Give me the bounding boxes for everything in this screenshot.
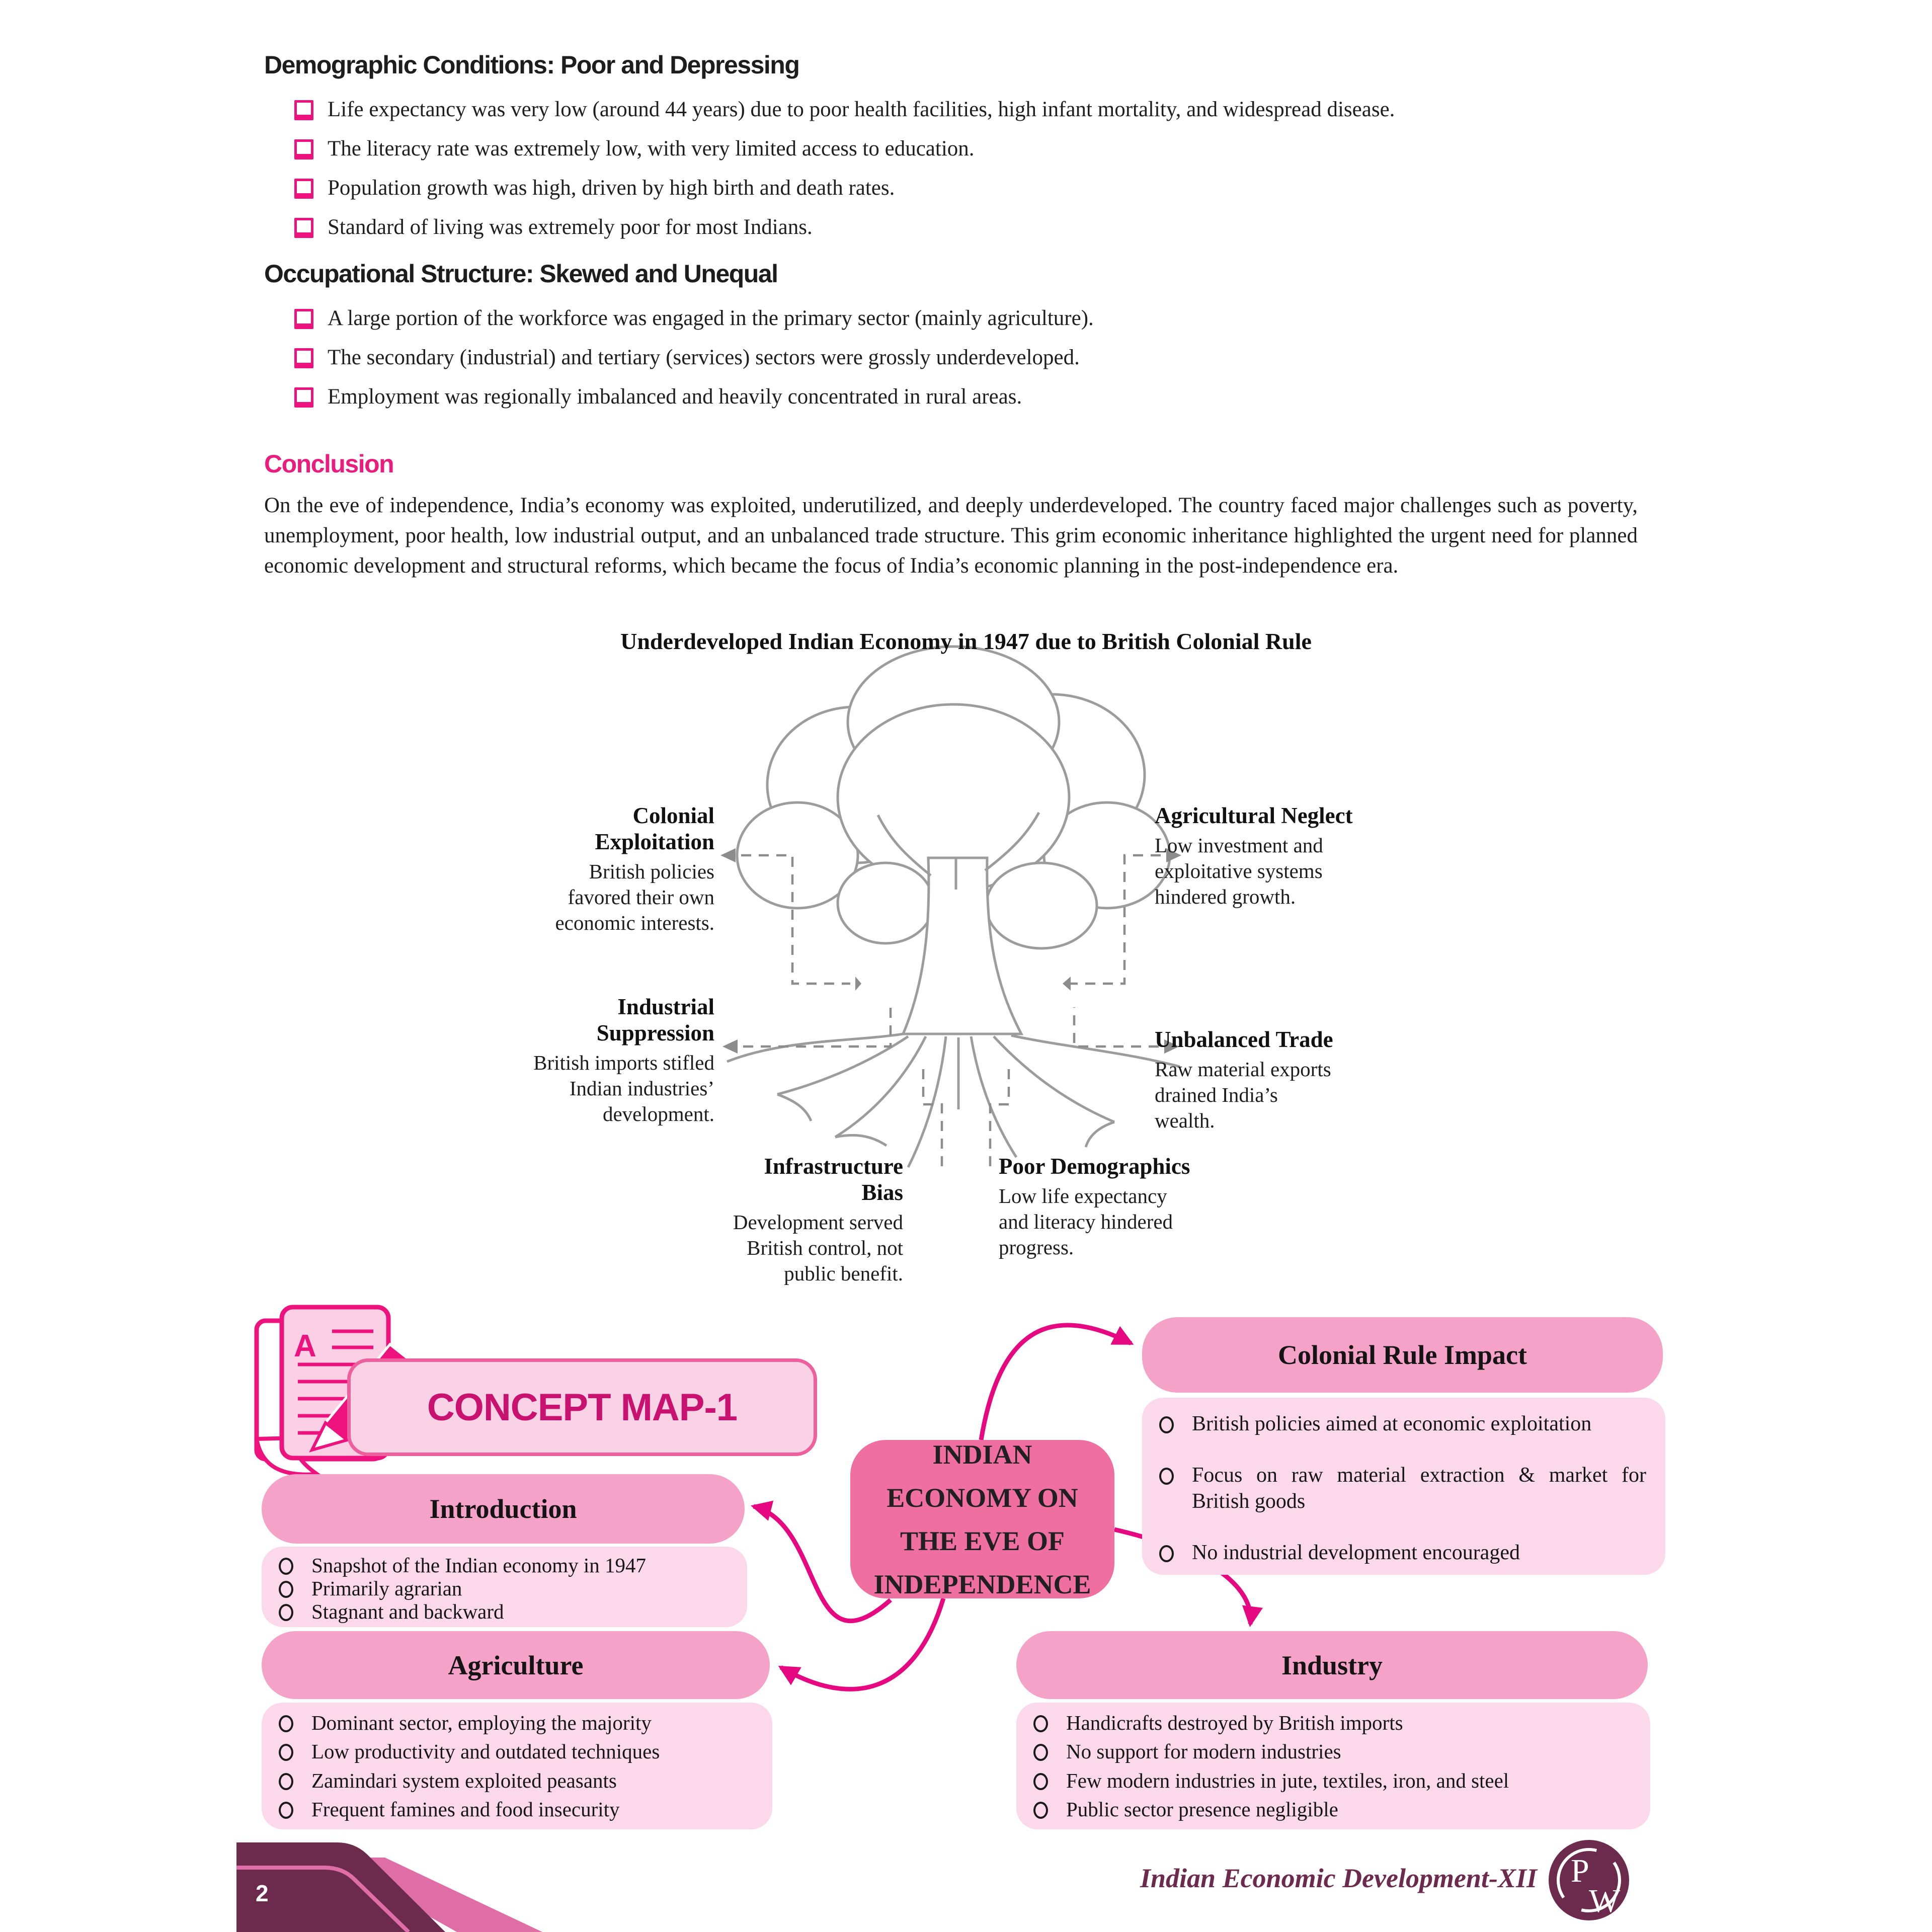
list-item [1159, 1462, 1646, 1514]
tree-label-desc: Low investment and exploitative systems hindered growth. [1155, 834, 1323, 908]
concept-map-banner-label: CONCEPT MAP-1 [427, 1386, 738, 1429]
checkbox-icon [294, 100, 313, 120]
bullet-text: The secondary (industrial) and tertiary (services) sectors were grossly underdeveloped. [328, 346, 1080, 369]
concept-map-banner [347, 1358, 817, 1456]
box-header-agriculture [262, 1631, 770, 1699]
checkbox-icon [294, 387, 313, 408]
central-node-line: INDEPENDENCE [873, 1569, 1091, 1599]
central-node-indian-economy [850, 1440, 1114, 1598]
bullet-text: Few modern industries in jute, textiles, iron, and steel [1066, 1768, 1509, 1792]
bullet-text: Public sector presence negligible [1066, 1797, 1338, 1821]
bullet-text: No industrial development encouraged [1192, 1541, 1520, 1564]
tree-label-title: Poor Demographics [999, 1154, 1190, 1179]
list-item [279, 1768, 753, 1793]
tree-illustration [727, 647, 1180, 1167]
box-title: Industry [1281, 1650, 1383, 1680]
list-item [1033, 1797, 1631, 1821]
occupational-bullet-list [294, 305, 1643, 410]
list-item [294, 97, 1643, 123]
list-item [294, 384, 1643, 410]
tree-diagram-title: Underdeveloped Indian Economy in 1947 due to British Colonial Rule [620, 628, 1312, 654]
tree-label-desc: Development served British control, not public benefit. [733, 1211, 903, 1285]
tree-label-desc: Low life expectancy and literacy hindered progress. [999, 1184, 1173, 1259]
bullet-text: Life expectancy was very low (around 44 years) due to poor health facilities, high infant mortality, and widespread disease. [328, 98, 1395, 121]
bullet-text: No support for modern industries [1066, 1740, 1341, 1763]
tree-label-title: Industrial Suppression [596, 994, 714, 1045]
circle-bullet-icon [279, 1744, 293, 1761]
list-item [294, 214, 1643, 240]
circle-bullet-icon [279, 1802, 293, 1819]
bullet-text: Employment was regionally imbalanced and heavily concentrated in rural areas. [328, 385, 1022, 409]
checkbox-icon [294, 218, 313, 238]
conclusion-paragraph: On the eve of independence, India’s economy was exploited, underutilized, and deeply underdeveloped. The country faced major challenges such as poverty, unemployment, poor health, low industrial output, and an unbalanced trade structure. This grim economic inheritance highlighted the urgent need for planned economic development and structural reforms, which became the focus of India’s economic planning in the post-independence era. [264, 494, 1638, 578]
list-item [294, 345, 1643, 371]
box-header-colonial-rule-impact [1142, 1317, 1663, 1393]
bullet-text: Standard of living was extremely poor for most Indians. [328, 215, 813, 239]
tree-label-poor-demographics [999, 1153, 1195, 1260]
tree-label-colonial-exploitation [528, 802, 714, 936]
pw-logo [1546, 1837, 1632, 1923]
conclusion-heading: Conclusion [264, 450, 394, 478]
circle-bullet-icon [279, 1773, 293, 1790]
list-item [294, 136, 1643, 162]
box-body-colonial-rule-impact [1142, 1398, 1665, 1575]
bullet-text: A large portion of the workforce was engaged in the primary sector (mainly agriculture). [328, 306, 1094, 330]
circle-bullet-icon [1159, 1416, 1174, 1433]
tree-label-desc: British imports stifled Indian industries’ development. [533, 1051, 714, 1125]
tree-label-title: Unbalanced Trade [1155, 1027, 1333, 1052]
box-title: Agriculture [448, 1650, 584, 1680]
checkbox-icon [294, 179, 313, 199]
list-item [279, 1711, 753, 1735]
central-node-line: THE EVE OF [900, 1525, 1065, 1556]
circle-bullet-icon [1159, 1468, 1174, 1485]
tree-label-unbalanced-trade [1155, 1026, 1366, 1134]
list-item [1159, 1411, 1646, 1437]
footer-book-title: Indian Economic Development-XII [1140, 1863, 1537, 1893]
bullet-text: Stagnant and backward [311, 1600, 504, 1623]
circle-bullet-icon [1033, 1744, 1048, 1761]
list-item [279, 1797, 753, 1821]
section-heading-demographic: Demographic Conditions: Poor and Depressing [264, 51, 799, 79]
demographic-bullet-list [294, 97, 1643, 240]
tree-label-title: Agricultural Neglect [1155, 803, 1353, 828]
list-item [1033, 1711, 1631, 1735]
logo-letter-p: P [1571, 1853, 1589, 1889]
section-heading-occupational: Occupational Structure: Skewed and Unequal [264, 260, 778, 288]
box-title: Colonial Rule Impact [1277, 1340, 1527, 1370]
circle-bullet-icon [1033, 1773, 1048, 1790]
list-item [279, 1554, 728, 1577]
bullet-text: The literacy rate was extremely low, with very limited access to education. [328, 137, 975, 160]
bullet-text: Snapshot of the Indian economy in 1947 [311, 1554, 647, 1577]
list-item [279, 1600, 728, 1623]
list-item [294, 175, 1643, 201]
circle-bullet-icon [279, 1604, 293, 1621]
central-node-line: ECONOMY ON [887, 1482, 1078, 1513]
footer-corner-shape [236, 1842, 542, 1932]
bullet-text: Frequent famines and food insecurity [311, 1797, 620, 1821]
arrow-to-colonial-rule-impact [981, 1325, 1131, 1440]
list-item [294, 305, 1643, 332]
circle-bullet-icon [1033, 1715, 1048, 1732]
circle-bullet-icon [1033, 1802, 1048, 1819]
bullet-text: Low productivity and outdated techniques [311, 1740, 660, 1763]
box-header-industry [1016, 1631, 1648, 1699]
checkbox-icon [294, 139, 313, 159]
svg-text:A: A [294, 1329, 316, 1363]
logo-letter-w: W [1589, 1883, 1621, 1919]
page-number: 2 [256, 1880, 269, 1906]
bullet-text: Dominant sector, employing the majority [311, 1711, 652, 1734]
list-item [1033, 1739, 1631, 1763]
list-item [279, 1739, 753, 1763]
tree-label-title: Infrastructure Bias [764, 1154, 903, 1205]
box-title: Introduction [429, 1494, 577, 1524]
circle-bullet-icon [279, 1558, 293, 1575]
central-node-line: INDIAN [932, 1439, 1032, 1470]
tree-label-desc: British policies favored their own economic interests. [555, 860, 714, 934]
tree-label-desc: Raw material exports drained India’s wealth. [1155, 1058, 1331, 1132]
box-body-introduction [262, 1547, 747, 1627]
bullet-text: Handicrafts destroyed by British imports [1066, 1711, 1403, 1734]
box-body-industry [1016, 1703, 1650, 1829]
list-item [279, 1577, 728, 1600]
arrow-to-agriculture [781, 1598, 943, 1689]
circle-bullet-icon [1159, 1545, 1174, 1562]
list-item [1159, 1540, 1646, 1566]
box-header-introduction [262, 1474, 745, 1544]
checkbox-icon [294, 348, 313, 368]
tree-label-industrial-suppression [528, 994, 714, 1127]
box-body-agriculture [262, 1703, 772, 1829]
tree-label-agricultural-neglect [1155, 802, 1356, 910]
circle-bullet-icon [279, 1581, 293, 1598]
circle-bullet-icon [279, 1715, 293, 1732]
bullet-text: Zamindari system exploited peasants [311, 1768, 617, 1792]
bullet-text: Population growth was high, driven by high birth and death rates. [328, 176, 895, 200]
tree-label-infrastructure-bias [722, 1153, 903, 1286]
list-item [1033, 1768, 1631, 1793]
bullet-text: Focus on raw material extraction & market for British goods [1192, 1464, 1646, 1513]
tree-label-title: Colonial Exploitation [595, 803, 714, 854]
checkbox-icon [294, 309, 313, 329]
bullet-text: British policies aimed at economic exploitation [1192, 1412, 1592, 1435]
bullet-text: Primarily agrarian [311, 1577, 462, 1600]
